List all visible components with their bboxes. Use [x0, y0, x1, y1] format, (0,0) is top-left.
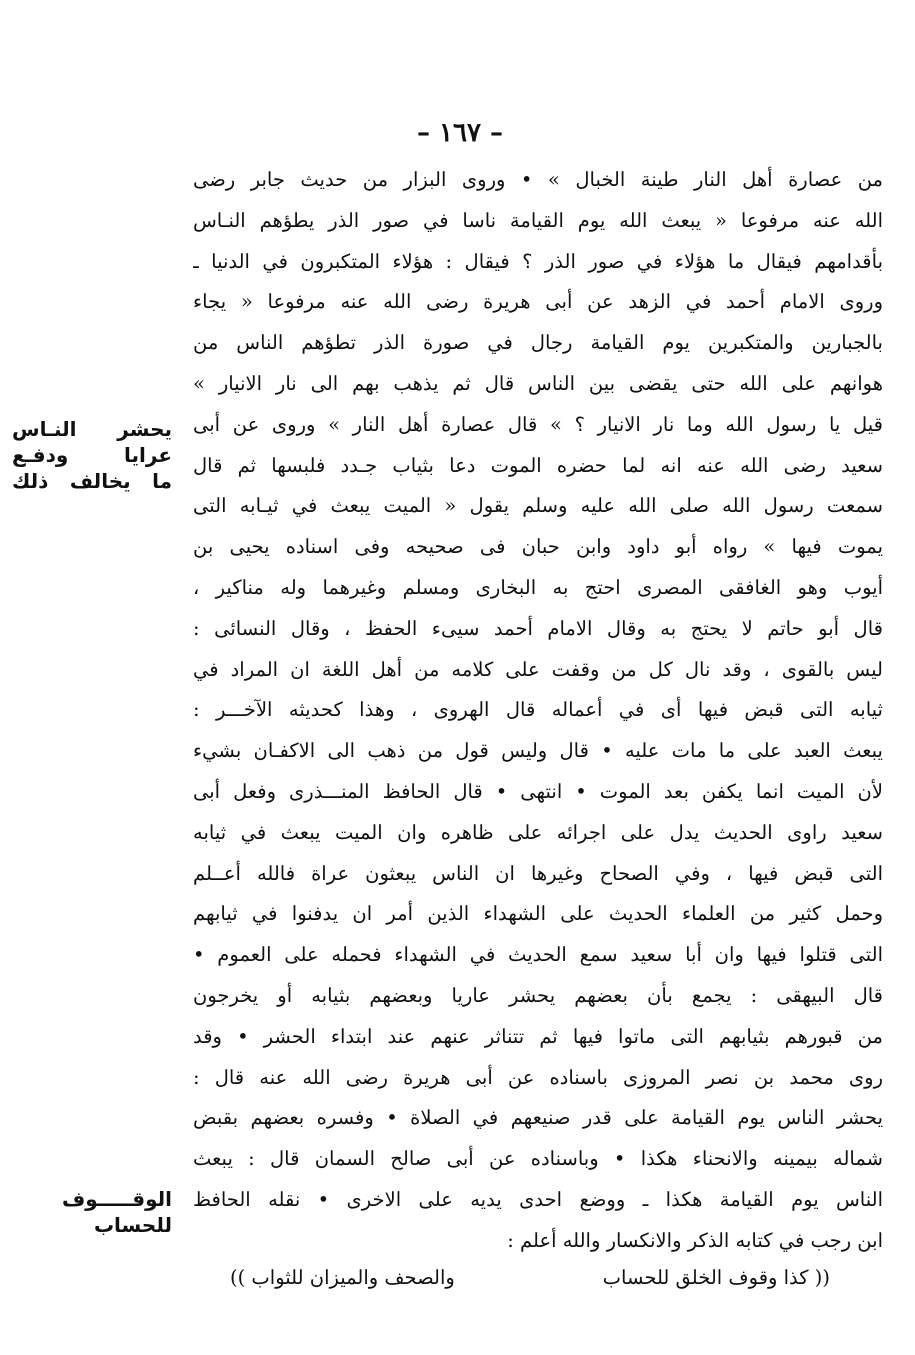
text-line-last: ابن رجب في كتابه الذكر والانكسار والله أعلم :	[507, 1228, 883, 1252]
margin-note-line: ما يخالف ذلك	[12, 469, 172, 493]
text-line: التى قتلوا فيها وان أبا سعيد سمع الحديث في الشهداء فحمله على العموم •	[193, 943, 883, 967]
text-line: قال البيهقى : يجمع بأن بعضهم يحشر عاريا وبعضهم بثيابه أو يخرجون	[193, 983, 883, 1007]
margin-note-line: الوقـــــوف	[62, 1187, 172, 1211]
text-line: بالجبارين والمتكبرين يوم القيامة رجال في صورة الذر تطؤهم الناس من	[193, 331, 883, 355]
text-line: هوانهم على الله حتى يقضى بين الناس قال ثم يذهب بهم الى نار الانيار »	[193, 371, 883, 395]
text-line: وروى الامام أحمد في الزهد عن أبى هريرة رضى الله عنه مرفوعا « يجاء	[193, 290, 883, 314]
text-line: قيل يا رسول الله وما نار الانيار ؟ » قال عصارة أهل النار » وروى عن أبى	[193, 412, 883, 436]
text-line: من قبورهم بثيابهم التى ماتوا فيها ثم تتناثر عنهم عند ابتداء الحشر • وقد	[193, 1024, 883, 1048]
margin-note-line: عرايا ودفـع	[12, 443, 172, 467]
page-number: – ١٦٧ –	[416, 118, 504, 148]
margin-note-line: يحشر النـاس	[12, 417, 172, 441]
text-line: ليس بالقوى ، وقد نال كل من وقفت على كلامه من أهل اللغة ان المراد في	[193, 657, 883, 681]
text-line: روى محمد بن نصر المروزى باسناده عن أبى هريرة رضى الله عنه قال :	[193, 1065, 883, 1089]
margin-note-line: للحساب	[93, 1213, 172, 1237]
text-line: يموت فيها » رواه أبو داود وابن حبان فى صحيحه وفى اسناده يحيى بن	[193, 535, 883, 559]
text-line: بأقدامهم فيقال ما هؤلاء في صور الذر ؟ فيقال : هؤلاء المتكبرون في الدنيا ـ	[193, 249, 883, 273]
text-line: يبعث العبد على ما مات عليه • قال وليس قول من ذهب الى الاكفـان بشيء	[193, 739, 883, 763]
text-line: الناس يوم القيامة هكذا ـ ووضع احدى يديه على الاخرى • نقله الحافظ	[193, 1187, 883, 1211]
text-line: ثيابه التى قبض فيها أى في أعماله قال الهروى ، وهذا كحديثه الآخـــر :	[193, 698, 883, 722]
text-line: الله عنه مرفوعا « يبعث الله يوم القيامة ناسا في صور الذر يطؤهم النـاس	[193, 208, 883, 232]
text-line: أيوب وهو الغافقى المصرى احتج به البخارى ومسلم وغيرهما وله مناكير ،	[193, 575, 883, 599]
verse-second-hemistich: والصحف والميزان للثواب ))	[230, 1266, 455, 1289]
text-line: شماله بيمينه والانحناء هكذا • وباسناده عن أبى صالح السمان قال : يبعث	[193, 1147, 883, 1171]
body-text	[193, 160, 883, 1262]
poem-verse	[230, 1260, 830, 1296]
text-line: يحشر الناس يوم القيامة على قدر صنيعهم في الصلاة • وفسره بعضهم بقبض	[193, 1106, 883, 1130]
text-line: قال أبو حاتم لا يحتج به وقال الامام أحمد سيىء الحفظ ، وقال النسائى :	[193, 616, 883, 640]
margin-note-resurrection	[12, 416, 172, 494]
text-line: سمعت رسول الله صلى الله عليه وسلم يقول « الميت يبعث في ثيـابه التى	[193, 494, 883, 518]
text-line: لأن الميت انما يكفن بعد الموت • انتهى • قال الحافظ المنـــذرى وفعل أبى	[193, 779, 883, 803]
text-line: التى قبض فيها ، وفي الصحاح وغيرها ان الناس يبعثون عراة فالله أعــلم	[193, 861, 883, 885]
text-line: وحمل كثير من العلماء الحديث على الشهداء الذين أمر ان يدفنوا في ثيابهم	[193, 902, 883, 926]
text-line: من عصارة أهل النار طينة الخبال » • وروى البزار من حديث جابر رضى	[193, 168, 883, 191]
text-line: سعيد رضى الله عنه انه لما حضره الموت دعا بثياب جـدد فلبسها ثم قال	[193, 453, 883, 477]
margin-note-reckoning	[12, 1186, 172, 1238]
text-line: سعيد راوى الحديث يدل على اجرائه على ظاهره وان الميت يبعث في ثيابه	[193, 820, 883, 844]
verse-first-hemistich: (( كذا وقوف الخلق للحساب	[602, 1266, 830, 1289]
